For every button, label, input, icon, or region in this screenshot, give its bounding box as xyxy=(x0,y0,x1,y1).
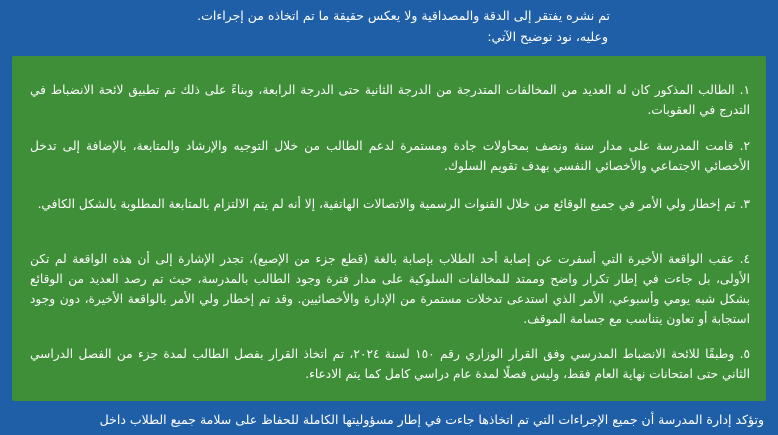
clarification-item-1: ١. الطالب المذكور كان له العديد من المخالفات المتدرجة من الدرجة الثانية حتى الدرجة الرابعة، وبناءً على ذلك تم تطبيق لائحة الانضباط في التدرج في العقوبات. xyxy=(30,83,750,117)
closing-text xyxy=(0,410,778,435)
clarification-item-2: ٢. قامت المدرسة على مدار سنة ونصف بمحاولات جادة ومستمرة لدعم الطالب من خلال التوجيه والإرشاد والمتابعة، بالإضافة إلى تدخل الأخصائي الاجتماعي والأخصائي النفسي بهدف تقويم السلوك. xyxy=(30,139,750,173)
clarification-item-3: ٣. تم إخطار ولي الأمر في جميع الوقائع من خلال القنوات الرسمية والاتصالات الهاتفية، إلا أنه لم يتم الالتزام بالمتابعة المطلوبة بالشكل الكافي. xyxy=(37,197,750,211)
intro-line: تم نشره يفتقر إلى الدقة والمصداقية ولا يعكس حقيقة ما تم اتخاذه من إجراءات. xyxy=(197,8,610,23)
intro-line: وعليه، نود توضيح الآتي: xyxy=(487,29,608,44)
clarification-item-5: ٥. وطبقًا للائحة الانضباط المدرسي وفق القرار الوزاري رقم ١٥٠ لسنة ٢٠٢٤، تم اتخاذ القرار بفصل الطالب لمدة جزء من الفصل الدراسي الثاني حتى امتحانات نهاية العام فقط، وليس فصلًا لمدة عام دراسي كامل كما يتم الادعاء. xyxy=(30,347,750,381)
clarification-item-4: ٤. عقب الواقعة الأخيرة التي أسفرت عن إصابة أحد الطلاب بإصابة بالغة (قطع جزء من الإصبع)، تجدر الإشارة إلى أن هذه الواقعة لم تكن الأولى، بل جاءت في إطار تكرار واضح وممتد للمخالفات السلوكية على مدار فترة وجود الطالب بالمدرسة، حيث تم رصد العديد من الوقائع بشكل شبه يومي وأسبوعي، الأمر الذي استدعى تدخلات مستمرة من الإدارة والأخصائيين. وقد تم إخطار ولي الأمر بالواقعة الأخيرة، دون وجود استجابة أو تعاون يتناسب مع جسامة الموقف. xyxy=(30,252,750,326)
closing-line: وتؤكد إدارة المدرسة أن جميع الإجراءات التي تم اتخاذها جاءت في إطار مسؤوليتها الكاملة للحفاظ على سلامة جميع الطلاب داخل xyxy=(99,412,764,427)
clarification-panel xyxy=(12,56,766,401)
intro-text xyxy=(0,0,778,58)
